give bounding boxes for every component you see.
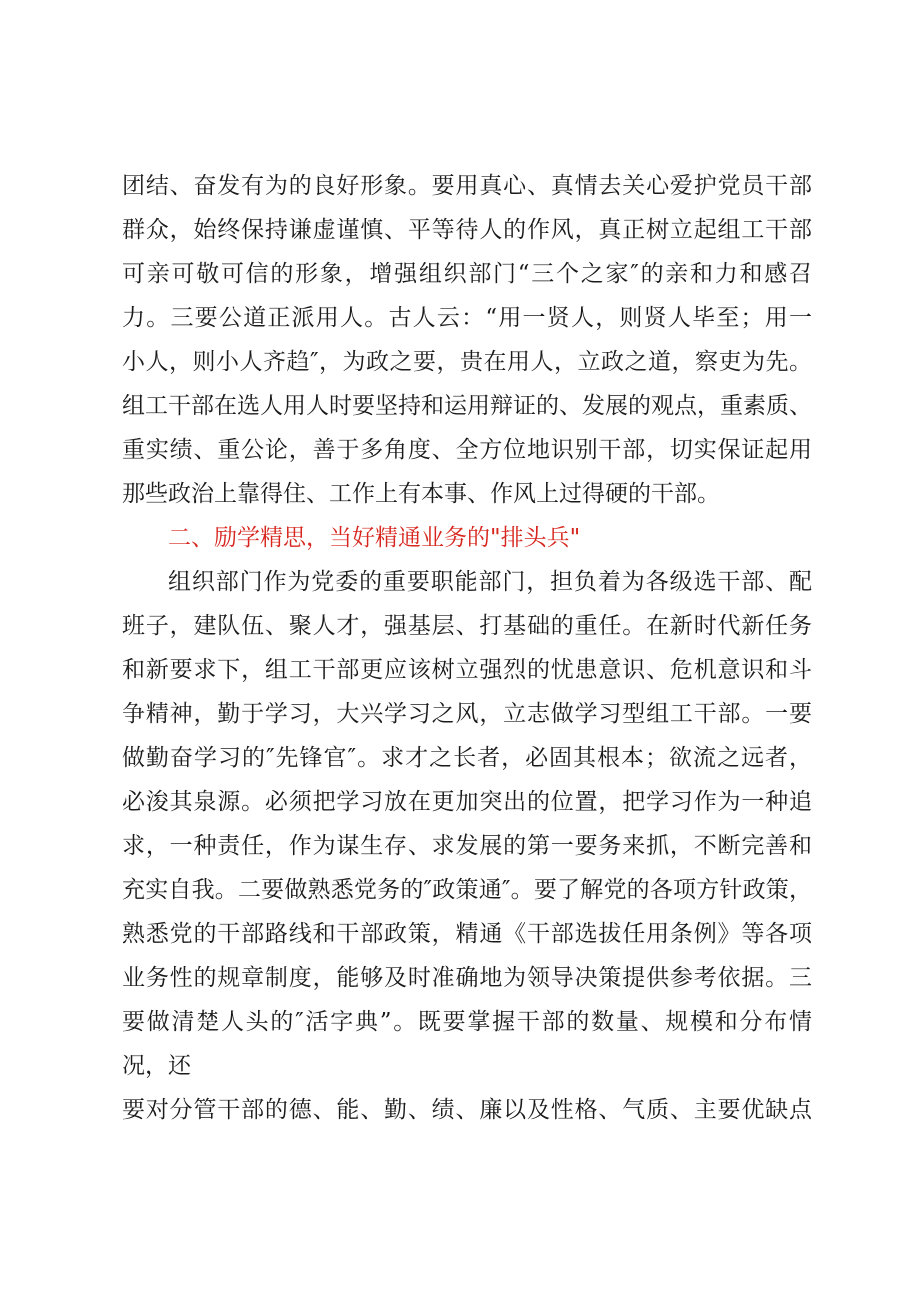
text-line: 重实绩、重公论，善于多角度、全方位地识别干部，切实保证起用 bbox=[122, 437, 812, 463]
text-line: 求，一种责任，作为谋生存、求发展的第一要务来抓，不断完善和 bbox=[122, 833, 812, 859]
text-line: 小人，则小人齐趋″，为政之要，贵在用人，立政之道，察吏为先。 bbox=[122, 349, 812, 375]
text-line: 要做清楚人头的″活字典”。既要掌握干部的数量、规模和分布情 bbox=[122, 1009, 812, 1035]
text-line: 况，还 bbox=[122, 1053, 191, 1079]
text-line: 做勤奋学习的″先锋官″。求才之长者，必固其根本；欲流之远者， bbox=[122, 745, 812, 771]
text-line: 那些政治上靠得住、工作上有本事、作风上过得硬的干部。 bbox=[122, 481, 720, 507]
text-line: 熟悉党的干部路线和干部政策，精通《干部选拔任用条例》等各项 bbox=[122, 921, 812, 947]
text-line: 组工干部在选人用人时要坚持和运用辩证的、发展的观点，重素质、 bbox=[122, 393, 812, 419]
text-line: 充实自我。二要做熟悉党务的″政策通″。要了解党的各项方针政策， bbox=[122, 877, 812, 903]
section-heading: 二、励学精思，当好精通业务的"排头兵" bbox=[168, 525, 581, 551]
text-line: 必浚其泉源。必须把学习放在更加突出的位置，把学习作为一种追 bbox=[122, 789, 812, 815]
text-line: 群众，始终保持谦虚谨慎、平等待人的作风，真正树立起组工干部 bbox=[122, 217, 812, 243]
text-line: 争精神，勤于学习，大兴学习之风，立志做学习型组工干部。一要 bbox=[122, 701, 812, 727]
text-line: 要对分管干部的德、能、勤、绩、廉以及性格、气质、主要优缺点 bbox=[122, 1097, 812, 1123]
text-line: 可亲可敬可信的形象，增强组织部门“三个之家″的亲和力和感召 bbox=[122, 261, 812, 287]
text-line: 组织部门作为党委的重要职能部门，担负着为各级选干部、配 bbox=[168, 569, 812, 595]
text-line: 班子，建队伍、聚人才，强基层、打基础的重任。在新时代新任务 bbox=[122, 613, 812, 639]
text-line: 团结、奋发有为的良好形象。要用真心、真情去关心爱护党员干部 bbox=[122, 173, 812, 199]
text-line: 和新要求下，组工干部更应该树立强烈的忧患意识、危机意识和斗 bbox=[122, 657, 812, 683]
text-line: 业务性的规章制度，能够及时准确地为领导决策提供参考依据。三 bbox=[122, 965, 812, 991]
text-line: 力。三要公道正派用人。古人云：“用一贤人，则贤人毕至；用一 bbox=[122, 305, 812, 331]
